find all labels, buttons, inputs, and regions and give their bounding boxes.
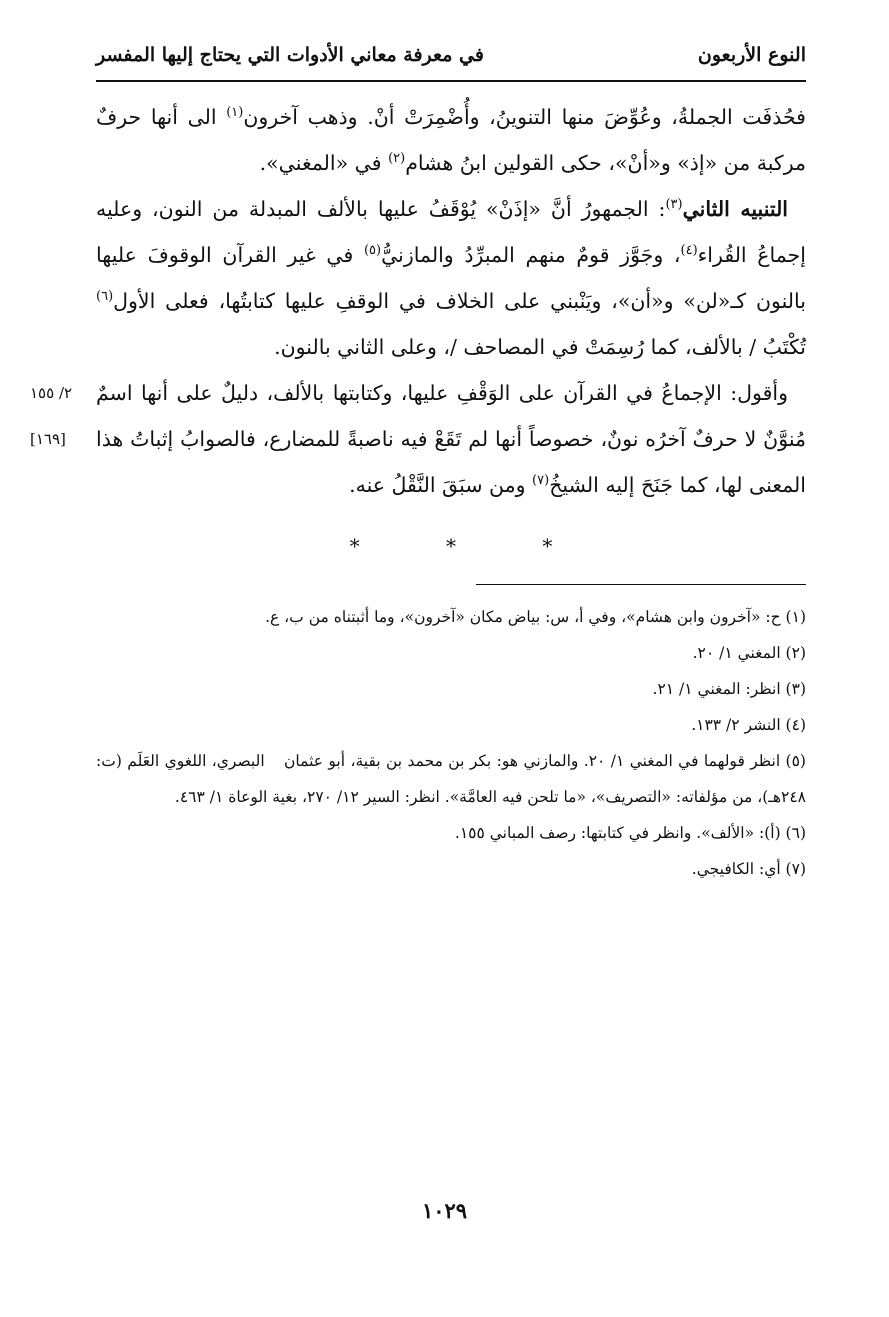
paragraph-1-text-a: فحُذفَت الجملةُ، وعُوِّضَ منها التنوينُ، وأُضْمِرَتْ أنْ. وذهب آخرون: [243, 105, 806, 130]
paragraph-2-text-c: في غير القرآن الوقوفَ عليها بالنون كـ«لن» و«أن»، ويَنْبني على الخلاف في الوقفِ عليها كتابتُها، فعلى الأول: [96, 243, 806, 314]
margin-reference-manuscript-folio: [١٦٩]: [30, 430, 66, 448]
footnote-ref-3[interactable]: (٣): [665, 197, 683, 213]
section-label: التنبيه الثاني: [682, 197, 789, 222]
footnote-2: (٢) المغني ١/ ٢٠.: [692, 644, 806, 663]
footnote-ref-6[interactable]: (٦): [96, 289, 114, 305]
document-page: [96, 40, 806, 887]
footnote-1: (١) ح: «آخرون وابن هشام»، وفي أ، س: بياض مكان «آخرون»، وما أثبتناه من ب، ع.: [265, 608, 806, 627]
footnote-ref-1[interactable]: (١): [226, 105, 244, 121]
running-header: [96, 40, 806, 82]
margin-reference-volume-page: ٢/ ١٥٥: [30, 384, 73, 402]
footnote-5-line-2: البصري، اللغوي العَلَم (ت: ٢٤٨هـ)، من مؤلفاته: «التصريف»، «ما تلحن فيه العامَّة». انظر: السير ١٢/ ٢٧٠، بغية الوعاة ١/ ٤٦٣.: [96, 752, 806, 807]
footnote-ref-7[interactable]: (٧): [532, 473, 550, 489]
footnote-ref-4[interactable]: (٤): [680, 243, 698, 259]
main-text: [96, 94, 806, 508]
chapter-title: النوع الأربعون: [697, 44, 806, 66]
paragraph-1: [96, 94, 806, 186]
paragraph-2: [96, 186, 806, 370]
section-title: في معرفة معاني الأدوات التي يحتاج إليها المفسر: [96, 44, 484, 66]
section-divider-stars: * * *: [349, 534, 593, 559]
footnote-7: (٧) أي: الكافيجي.: [691, 860, 806, 879]
paragraph-3: [96, 370, 806, 508]
footnote-3: (٣) انظر: المغني ١/ ٢١.: [652, 680, 806, 699]
footnote-ref-2[interactable]: (٢): [388, 151, 406, 167]
page-number: ١٠٢٩: [421, 1198, 468, 1223]
footnote-4: (٤) النشر ٢/ ١٣٣.: [691, 716, 806, 735]
paragraph-2-text-b: ، وجَوَّز قومٌ منهم المبرِّدُ والمازنيُّ: [381, 243, 681, 268]
paragraph-1-text-c: في «المغني».: [259, 151, 389, 176]
footnote-5: [96, 743, 806, 815]
paragraph-2-text-a: : الجمهورُ أنَّ «إذَنْ» يُوْقَفُ عليها بالألف المبدلة من النون، وعليه إجماعُ القُراء: [96, 197, 807, 268]
footnote-5-line-1: (٥) انظر قولهما في المغني ١/ ٢٠. والمازني هو: بكر بن محمد بن بقية، أبو عثمان: [284, 752, 806, 771]
footnote-separator: [476, 584, 806, 585]
paragraph-3-text-b: ومن سبَقَ النَّقْلُ عنه.: [349, 473, 533, 498]
footnote-ref-5[interactable]: (٥): [363, 243, 382, 259]
footnotes: [96, 599, 806, 887]
paragraph-3-text-a: وأقول: الإجماعُ في القرآن على الوَقْفِ عليها، وكتابتها بالألف، دليلٌ على أنها اسمٌ مُنوَّنٌ لا حرفٌ آخرُه نونٌ، خصوصاً أنها لم تَقَعْ فيه ناصبةً للمضارع، فالصوابُ إثباتُ هذا المعنى لها، كما جَنَحَ إليه الشيخُ: [96, 381, 806, 498]
paragraph-2-text-d: تُكْتَبُ / بالألف، كما رُسِمَتْ في المصاحف /، وعلى الثاني بالنون.: [274, 335, 806, 360]
footnote-6: (٦) (أ): «الألف». وانظر في كتابتها: رصف المباني ١٥٥.: [454, 824, 806, 843]
paragraph-1-text-b: الى أنها حرفٌ مركبة من «إذ» و«أنْ»، حكى القولين ابنُ هشام: [96, 105, 806, 176]
